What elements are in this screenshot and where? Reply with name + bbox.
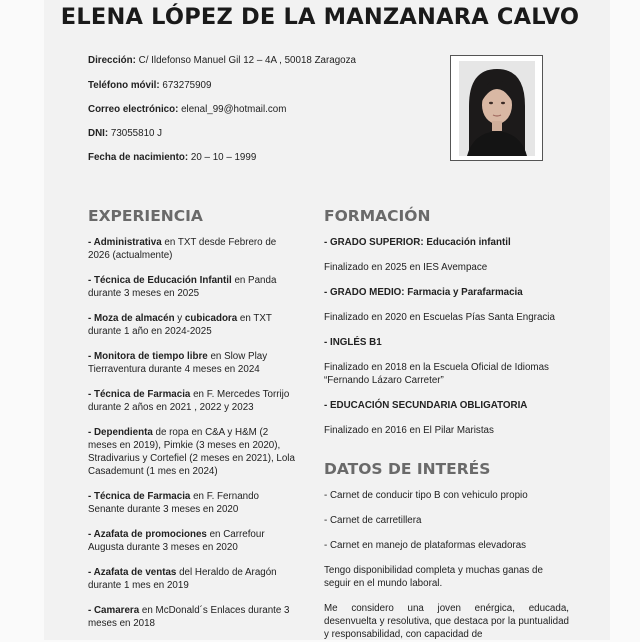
portrait-image xyxy=(459,61,535,156)
experience-item: - Azafata de ventas del Heraldo de Aragón durante 1 mes en 2019 xyxy=(88,567,277,591)
education-detail: Finalizado en 2018 en la Escuela Oficial de Idiomas “Fernando Lázaro Carreter” xyxy=(324,362,549,386)
birthdate-value: 20 – 10 – 1999 xyxy=(190,152,257,163)
education-title: - EDUCACIÓN SECUNDARIA OBLIGATORIA xyxy=(324,400,528,411)
experience-item: - Administrativa en TXT desde Febrero de 2026 (actualmente) xyxy=(88,237,277,261)
dni-label: DNI: xyxy=(88,128,109,139)
address-value: C/ Ildefonso Manuel Gil 12 – 4A , 50018 Zaragoza xyxy=(138,55,356,66)
education-list xyxy=(324,236,574,437)
interest-item: Me considero una joven enérgica, educada, desenvuelta y resolutiva, que destaca por la puntualidad y responsabilidad, con capacidad de xyxy=(324,603,569,640)
email-value: elenal_99@hotmail.com xyxy=(181,104,287,115)
experience-item: - Técnica de Educación Infantil en Panda durante 3 meses en 2025 xyxy=(88,275,277,299)
education-detail: Finalizado en 2016 en El Pilar Maristas xyxy=(324,425,494,436)
education-title: - GRADO SUPERIOR: Educación infantil xyxy=(324,237,511,248)
birthdate-label: Fecha de nacimiento: xyxy=(88,152,189,163)
education-detail: Finalizado en 2025 en IES Avempace xyxy=(324,262,488,273)
experience-item: - Técnica de Farmacia en F. Fernando Senante durante 3 meses en 2020 xyxy=(88,491,259,515)
education-heading: FORMACIÓN xyxy=(324,207,431,225)
experience-heading: EXPERIENCIA xyxy=(88,207,203,225)
dni-line xyxy=(88,128,162,139)
profile-photo xyxy=(450,55,543,161)
experience-item: - Técnica de Farmacia en F. Mercedes Torrijo durante 2 años en 2021 , 2022 y 2023 xyxy=(88,389,290,413)
interest-list xyxy=(324,489,569,641)
phone-label: Teléfono móvil: xyxy=(88,80,160,91)
education-title: - GRADO MEDIO: Farmacia y Parafarmacia xyxy=(324,287,523,298)
interest-item: - Carnet de carretillera xyxy=(324,515,422,526)
address-line xyxy=(88,55,356,66)
interest-item: - Carnet en manejo de plataformas elevadoras xyxy=(324,540,527,551)
email-label: Correo electrónico: xyxy=(88,104,179,115)
experience-item: - Camarera en McDonald´s Enlaces durante 3 meses en 2018 xyxy=(88,605,290,629)
experience-item: - Azafata de promociones en Carrefour Augusta durante 3 meses en 2020 xyxy=(88,529,265,553)
interest-item: - Carnet de conducir tipo B con vehiculo propio xyxy=(324,490,528,501)
phone-line xyxy=(88,80,211,91)
experience-item: - Monitora de tiempo libre en Slow Play Tierraventura durante 4 meses en 2024 xyxy=(88,351,268,375)
education-detail: Finalizado en 2020 en Escuelas Pías Santa Engracia xyxy=(324,312,555,323)
birthdate-line xyxy=(88,152,256,163)
cv-name: ELENA LÓPEZ DE LA MANZANARA CALVO xyxy=(60,4,580,30)
email-line xyxy=(88,104,286,115)
education-title: - INGLÉS B1 xyxy=(324,337,382,348)
interest-heading: DATOS DE INTERÉS xyxy=(324,460,491,478)
interest-item: Tengo disponibilidad completa y muchas ganas de seguir en el mundo laboral. xyxy=(324,565,543,589)
dni-value: 73055810 J xyxy=(110,128,163,139)
experience-item: - Dependienta de ropa en C&A y H&M (2 meses en 2019), Pimkie (3 meses en 2020), Stradivarius y Cortefiel (2 meses en 2021), Lola Casademunt (1 mes en 2024) xyxy=(88,427,295,477)
phone-value: 673275909 xyxy=(162,80,212,91)
experience-list xyxy=(88,236,298,642)
experience-item: - Moza de almacén y cubicadora en TXT durante 1 año en 2024-2025 xyxy=(88,313,272,337)
address-label: Dirección: xyxy=(88,55,136,66)
